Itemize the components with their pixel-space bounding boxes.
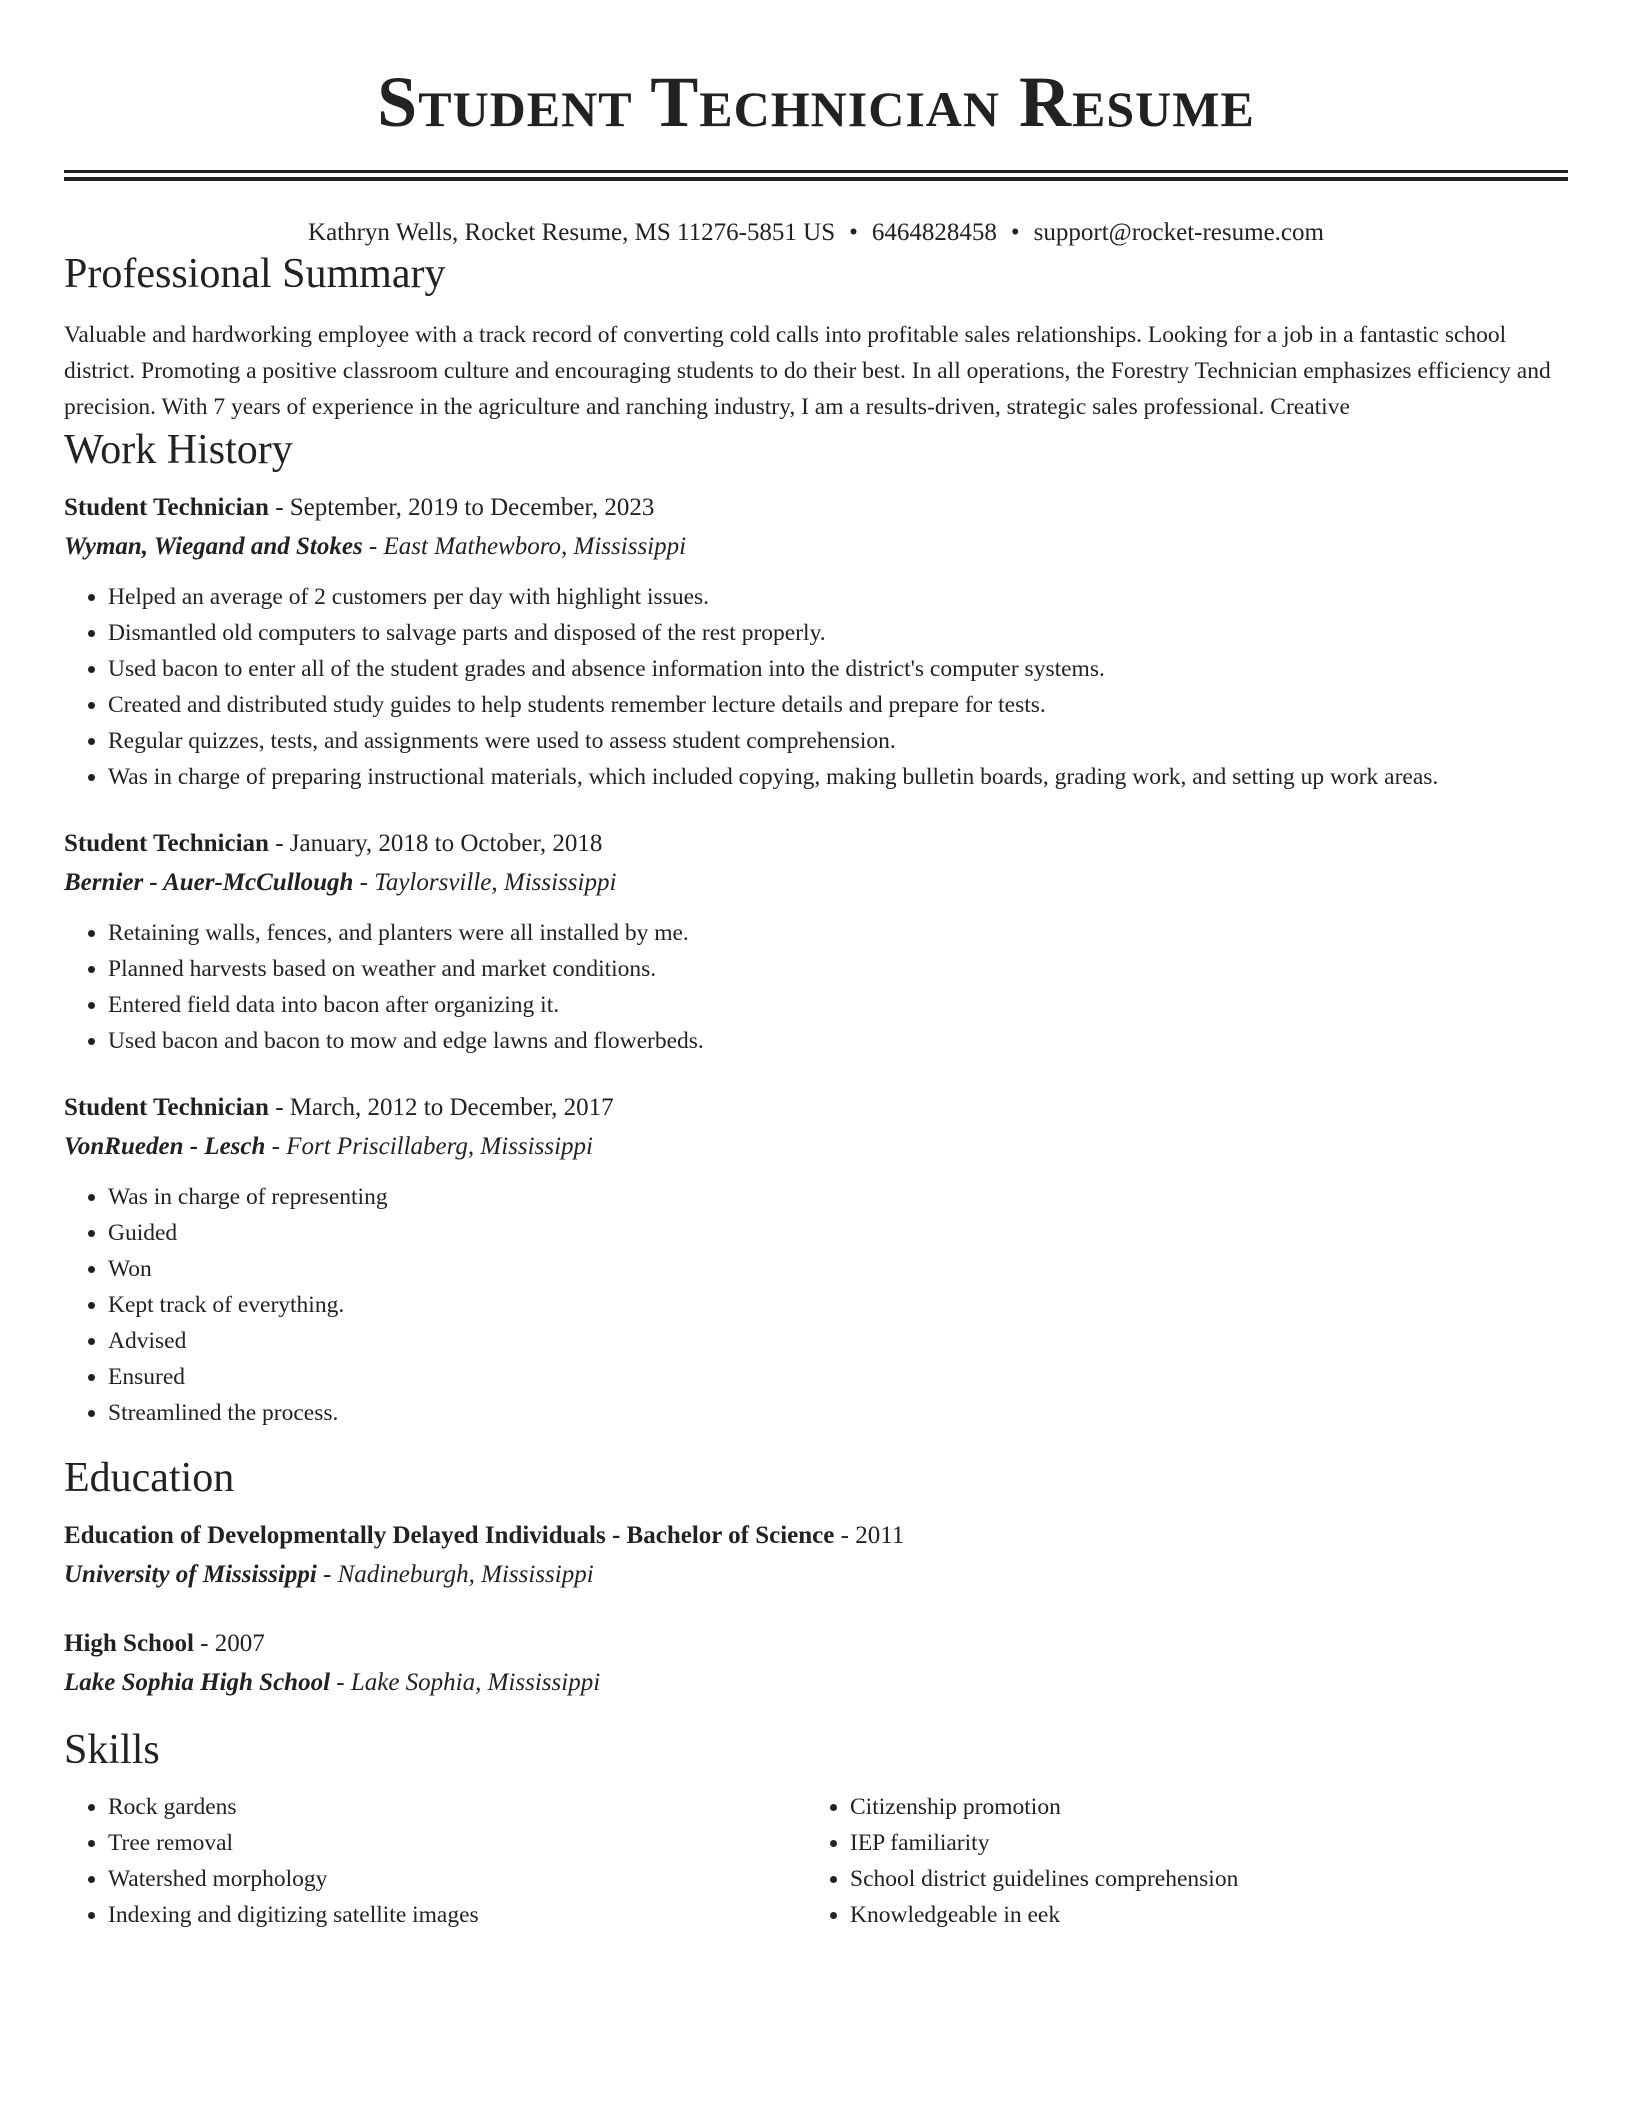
list-item: • Tree removal xyxy=(108,1825,806,1861)
education-entry xyxy=(64,1625,1568,1703)
job-entry xyxy=(64,1089,1568,1431)
job-company-line xyxy=(64,527,1568,567)
job-header xyxy=(64,489,1568,527)
job-dates: - March, 2012 to December, 2017 xyxy=(268,1094,614,1121)
job-location: - Taylorsville, Mississippi xyxy=(353,869,617,896)
job-dates: - January, 2018 to October, 2018 xyxy=(268,830,603,857)
list-item: • IEP familiarity xyxy=(850,1825,1548,1861)
skills-bullets-right xyxy=(806,1789,1548,1933)
list-item: • Was in charge of representing xyxy=(108,1179,1568,1215)
job-company: Wyman, Wiegand and Stokes xyxy=(64,533,363,560)
job-company: Bernier - Auer-McCullough xyxy=(64,869,354,896)
list-item: • Created and distributed study guides to help students remember lecture details and prepare for tests. xyxy=(108,687,1568,723)
job-entry xyxy=(64,825,1568,1059)
job-location: - Fort Priscillaberg, Mississippi xyxy=(265,1133,593,1160)
list-item: • Citizenship promotion xyxy=(850,1789,1548,1825)
contact-separator: • xyxy=(849,219,858,246)
list-item: • Used bacon and bacon to mow and edge lawns and flowerbeds. xyxy=(108,1023,1568,1059)
job-role: Student Technician xyxy=(64,830,269,857)
education-year: - 2007 xyxy=(193,1630,265,1657)
list-item: • Streamlined the process. xyxy=(108,1395,1568,1431)
skills-list xyxy=(64,1789,1568,1933)
education-header xyxy=(64,1517,1568,1555)
list-item: • Helped an average of 2 customers per day with highlight issues. xyxy=(108,579,1568,615)
list-item: • Watershed morphology xyxy=(108,1861,806,1897)
contact-address: Kathryn Wells, Rocket Resume, MS 11276-5851 US xyxy=(308,219,836,246)
summary-text: Valuable and hardworking employee with a track record of converting cold calls into profitable sales relationships. Looking for a job in a fantastic school district. Promoting a positive classroom culture and encouraging students to do their best. In all operations, the Forestry Technician emphasizes efficiency and precision. With 7 years of experience in the agriculture and ranching industry, I am a results-driven, strategic sales professional. Creative xyxy=(64,322,1551,420)
list-item: • Planned harvests based on weather and market conditions. xyxy=(108,951,1568,987)
skills-bullets-left xyxy=(64,1789,806,1933)
list-item: • Entered field data into bacon after organizing it. xyxy=(108,987,1568,1023)
work-history-heading: Work History xyxy=(64,427,293,473)
title-divider xyxy=(64,170,1568,181)
job-bullets xyxy=(64,915,1568,1059)
list-item: • Dismantled old computers to salvage parts and disposed of the rest properly. xyxy=(108,615,1568,651)
list-item: • Knowledgeable in eek xyxy=(850,1897,1548,1933)
list-item: • Rock gardens xyxy=(108,1789,806,1825)
job-location: - East Mathewboro, Mississippi xyxy=(362,533,687,560)
education-school-line xyxy=(64,1555,1568,1595)
job-company: VonRueden - Lesch xyxy=(64,1133,266,1160)
contact-line xyxy=(64,217,1568,249)
education-header xyxy=(64,1625,1568,1663)
list-item: • Retaining walls, fences, and planters were all installed by me. xyxy=(108,915,1568,951)
education-school-line xyxy=(64,1663,1568,1703)
job-bullets xyxy=(64,1179,1568,1431)
resume-title: Student Technician Resume xyxy=(377,62,1255,142)
job-header xyxy=(64,825,1568,863)
job-dates: - September, 2019 to December, 2023 xyxy=(268,494,655,521)
skills-heading: Skills xyxy=(64,1727,160,1773)
education-degree: High School xyxy=(64,1630,194,1657)
list-item: • Won xyxy=(108,1251,1568,1287)
education-degree: Education of Developmentally Delayed Individuals - Bachelor of Science xyxy=(64,1522,835,1549)
list-item: • Indexing and digitizing satellite images xyxy=(108,1897,806,1933)
contact-separator: • xyxy=(1010,219,1020,246)
skills-column-right xyxy=(806,1789,1548,1933)
summary-heading: Professional Summary xyxy=(64,251,446,297)
education-school: University of Mississippi xyxy=(64,1561,317,1588)
job-company-line xyxy=(64,863,1568,903)
contact-email: support@rocket-resume.com xyxy=(1033,219,1324,246)
job-role: Student Technician xyxy=(64,1094,269,1121)
list-item: • School district guidelines comprehension xyxy=(850,1861,1548,1897)
contact-phone: 6464828458 xyxy=(871,219,997,246)
skills-column-left xyxy=(64,1789,806,1933)
education-location: - Lake Sophia, Mississippi xyxy=(330,1669,601,1696)
job-bullets xyxy=(64,579,1568,795)
education-location: - Nadineburgh, Mississippi xyxy=(316,1561,594,1588)
education-entry xyxy=(64,1517,1568,1595)
job-role: Student Technician xyxy=(64,494,269,521)
list-item: • Was in charge of preparing instructional materials, which included copying, making bulletin boards, grading work, and setting up work areas. xyxy=(108,759,1568,795)
list-item: • Guided xyxy=(108,1215,1568,1251)
job-company-line xyxy=(64,1127,1568,1167)
education-heading: Education xyxy=(64,1455,235,1501)
list-item: • Kept track of everything. xyxy=(108,1287,1568,1323)
list-item: • Advised xyxy=(108,1323,1568,1359)
education-school: Lake Sophia High School xyxy=(64,1669,331,1696)
job-header xyxy=(64,1089,1568,1127)
education-year: - 2011 xyxy=(834,1522,905,1549)
list-item: • Ensured xyxy=(108,1359,1568,1395)
list-item: • Used bacon to enter all of the student grades and absence information into the district's computer systems. xyxy=(108,651,1568,687)
list-item: • Regular quizzes, tests, and assignments were used to assess student comprehension. xyxy=(108,723,1568,759)
job-entry xyxy=(64,489,1568,795)
